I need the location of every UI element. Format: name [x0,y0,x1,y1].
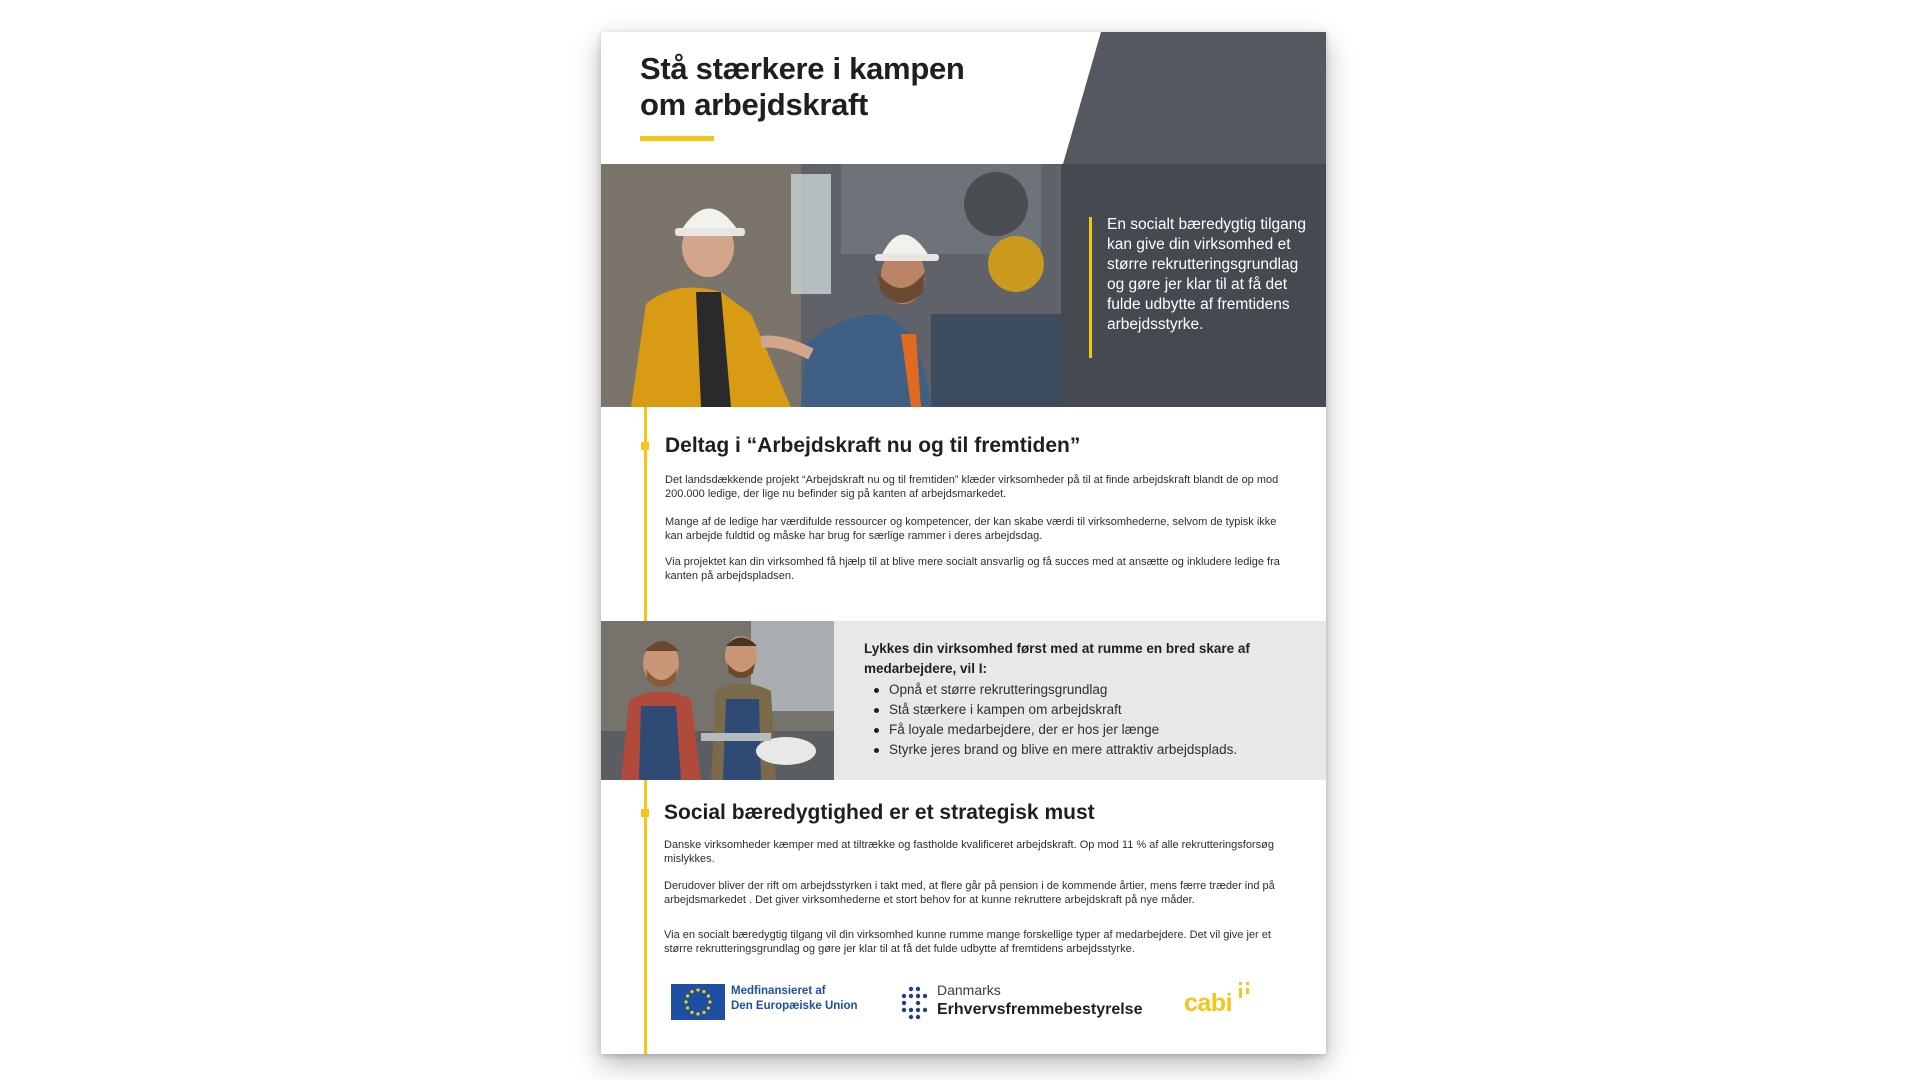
dk-logo-line1: Danmarks [937,982,1001,998]
flyer-page [601,32,1326,1054]
section2-paragraph: Derudover bliver der rift om arbejdsstyrken i takt med, at flere går på pension i de kommende årtier, mens færre træder ind på arbejdsmarkedet . Det giver virksomhederne et stort behov for at kunne rekruttere arbejdskraft på nye måder. [664,880,1275,906]
section1-heading: Deltag i “Arbejdskraft nu og til fremtiden” [665,434,1081,457]
eu-flag-icon [671,984,725,1020]
section1-paragraph: Via projektet kan din virksomhed få hjælp til at blive mere socialt ansvarlig og få succes med at ansætte og inkludere ledige fra kanten på arbejdspladsen. [665,556,1280,582]
section-marker [641,442,649,450]
section2-heading: Social bæredygtighed er et strategisk must [664,801,1095,824]
hero-photo [601,164,1326,407]
dk-erhvervsfremme-logo-icon [898,985,928,1021]
title-line-1: Stå stærkere i kampen [640,51,965,86]
list-item: Styrke jeres brand og blive en mere attraktiv arbejdsplads. [864,740,1284,760]
benefits-photo [601,621,834,780]
benefits-list [864,680,1284,760]
hero-quote: En socialt bæredygtig tilgang kan give din virksomhed et større rekrutteringsgrundlag og gøre jer klar til at få det fulde udbytte af fremtidens arbejdsstyrke. [1107,216,1307,333]
eu-text-line2: Den Europæiske Union [731,1000,858,1012]
list-item: Få loyale medarbejdere, der er hos jer længe [864,720,1284,740]
eu-text-line1: Medfinansieret af [731,985,826,997]
footer-logos [601,982,1326,1042]
cabi-logo-marks-icon [1237,982,1257,1006]
section2-paragraph: Via en socialt bæredygtig tilgang vil din virksomhed kunne rumme mange forskellige typer af medarbejdere. Det vil give jer et større rekrutteringsgrundlag og gøre jer klar til at få det fulde udbytte af fremtidens arbejdsstyrke. [664,929,1271,955]
benefits-lead: Lykkes din virksomhed først med at rumme en bred skare af medarbejdere, vil I: [864,641,1250,676]
list-item: Opnå et større rekrutteringsgrundlag [864,680,1284,700]
list-item: Stå stærkere i kampen om arbejdskraft [864,700,1284,720]
page-title [640,51,1060,123]
section2-paragraph: Danske virksomheder kæmper med at tiltrække og fastholde kvalificeret arbejdskraft. Op mod 11 % af alle rekrutteringsforsøg mislykkes. [664,839,1274,865]
cabi-logo: cabi [1184,989,1233,1017]
section-marker [641,809,649,817]
eu-stars-icon [671,984,725,1020]
benefits-photo-illustration [601,621,834,780]
section1-paragraph: Det landsdækkende projekt “Arbejdskraft nu og til fremtiden” klæder virksomheder på til at finde arbejdskraft blandt de op mod 200.000 ledige, der lige nu befinder sig på kanten af arbejdsmarkedet. [665,474,1279,500]
quote-accent-bar [1089,217,1092,358]
eu-cofinanced-logo-text [731,984,858,1014]
title-line-2: om arbejdskraft [640,87,869,122]
dk-logo-line2: Erhvervsfremmebestyrelse [937,1001,1143,1018]
section1-paragraph: Mange af de ledige har værdifulde ressourcer og kompetencer, der kan skabe værdi til virksomhederne, selvom de typisk ikke kan arbejde fuldtid og måske har brug for særlige rammer i deres arbejdsdag. [665,516,1277,542]
title-underline [640,136,714,141]
